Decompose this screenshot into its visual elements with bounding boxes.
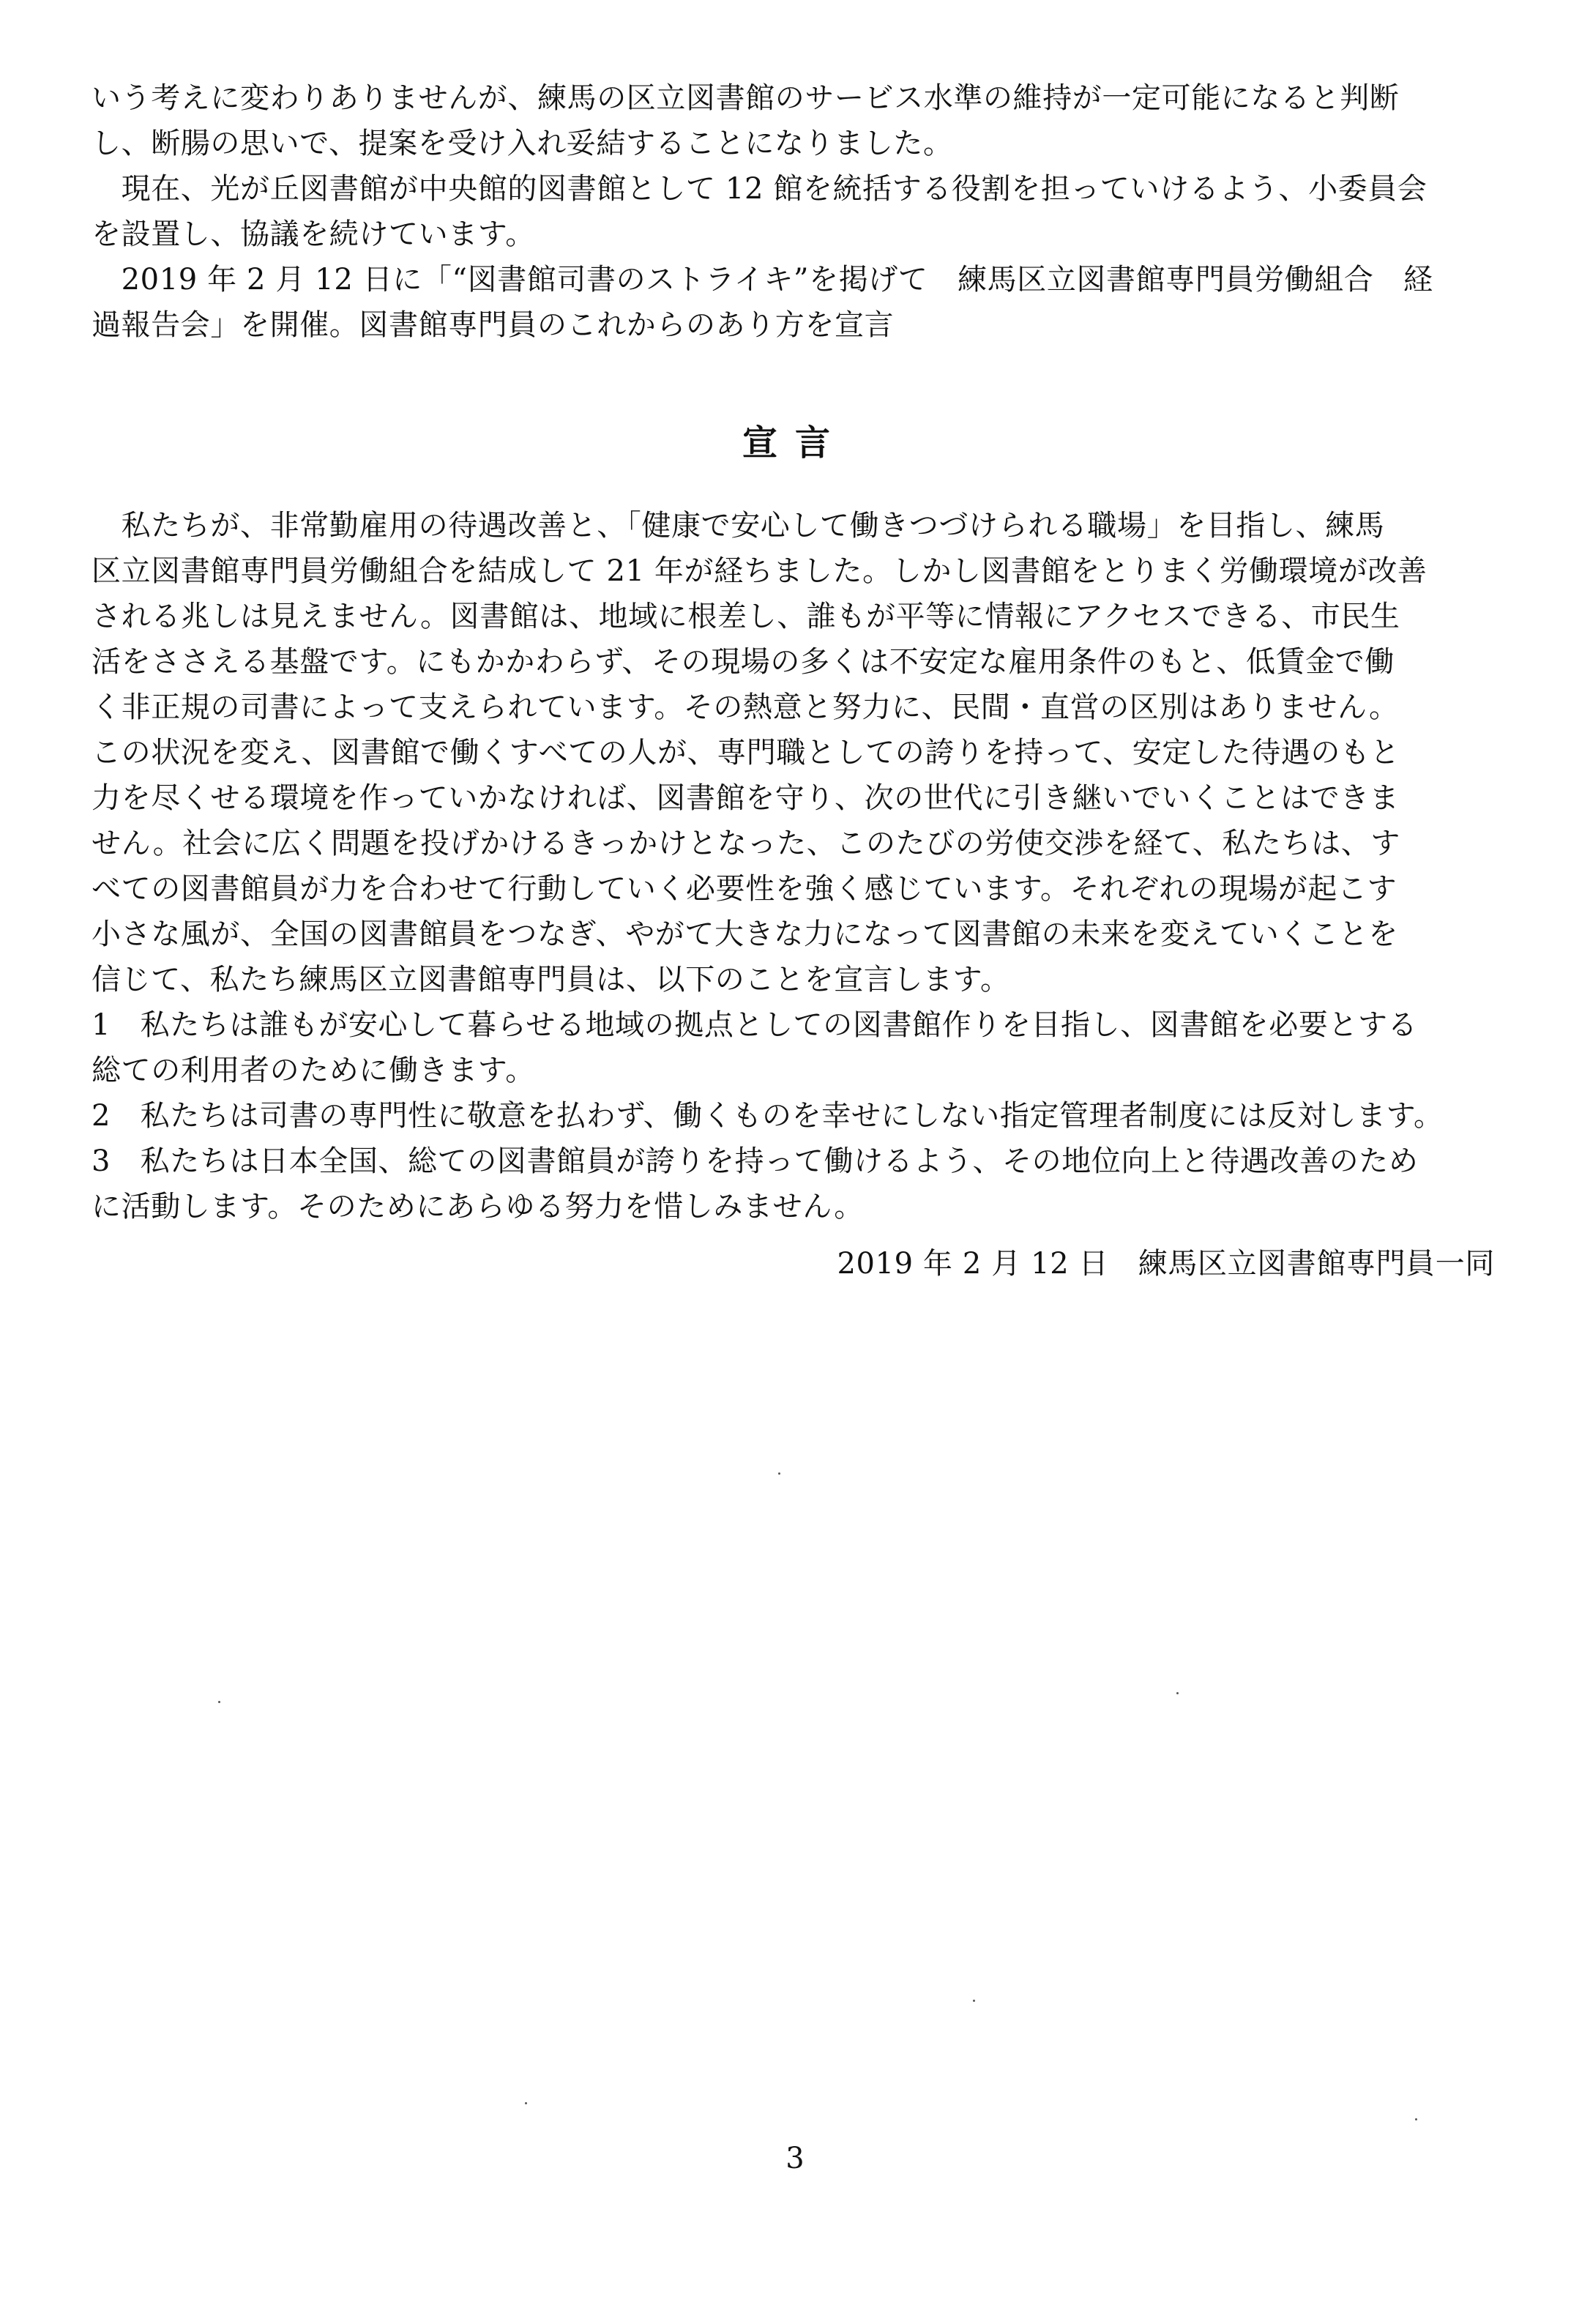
intro-line-5: 2019 年 2 月 12 日に「“図書館司書のストライキ”を掲げて 練馬区立図書館専門員労働組合 経 <box>92 263 1433 297</box>
declaration-line: 力を尽くせる環境を作っていかなければ、図書館を守り、次の世代に引き継いでいくことはできま <box>92 781 1400 815</box>
declaration-line: される兆しは見えません。図書館は、地域に根差し、誰もが平等に情報にアクセスできる、市民生 <box>92 600 1400 633</box>
scan-speck <box>525 2102 527 2104</box>
declaration-line: 活をささえる基盤です。にもかかわらず、その現場の多くは不安定な雇用条件のもと、低賃金で働 <box>92 645 1395 679</box>
declaration-line: べての図書館員が力を合わせて行動していく必要性を強く感じています。それぞれの現場が起こす <box>92 872 1397 906</box>
scan-speck <box>1176 1692 1179 1694</box>
declaration-line: 私たちが、非常勤雇用の待遇改善と、「健康で安心して働きつづけられる職場」を目指し、練馬 <box>92 509 1385 543</box>
declaration-line: く非正規の司書によって支えられています。その熱意と努力に、民間・直営の区別はありません。 <box>92 690 1399 724</box>
scan-speck <box>778 1472 780 1475</box>
scan-speck <box>218 1701 220 1703</box>
declaration-signature: 2019 年 2 月 12 日 練馬区立図書館専門員一同 <box>837 1247 1495 1281</box>
intro-line-4: を設置し、協議を続けています。 <box>92 217 535 251</box>
page-number: 3 <box>785 2142 805 2175</box>
declaration-line: 小さな風が、全国の図書館員をつなぎ、やがて大きな力になって図書館の未来を変えていくことを <box>92 917 1398 951</box>
declaration-item-1: 1 私たちは誰もが安心して暮らせる地域の拠点としての図書館作りを目指し、図書館を必要とする <box>92 1008 1418 1042</box>
intro-line-3: 現在、光が丘図書館が中央館的図書館として 12 館を統括する役割を担っていけるよう、小委員会 <box>92 172 1427 206</box>
declaration-line: せん。社会に広く問題を投げかけるきっかけとなった、このたびの労使交渉を経て、私たちは、す <box>92 827 1400 860</box>
scan-speck <box>1415 2118 1417 2120</box>
declaration-item-1-cont: 総ての利用者のために働きます。 <box>92 1054 535 1087</box>
intro-line-2: し、断腸の思いで、提案を受け入れ妥結することになりました。 <box>92 127 953 160</box>
declaration-line: 区立図書館専門員労働組合を結成して 21 年が経ちました。しかし図書館をとりまく労働環境が改善 <box>92 554 1427 588</box>
intro-line-6: 過報告会」を開催。図書館専門員のこれからのあり方を宣言 <box>92 308 895 342</box>
declaration-item-3-cont: に活動します。そのためにあらゆる努力を惜しみません。 <box>92 1190 864 1224</box>
declaration-line: この状況を変え、図書館で働くすべての人が、専門職としての誇りを持って、安定した待遇のもと <box>92 736 1400 770</box>
scan-speck <box>973 2000 975 2002</box>
declaration-heading: 宣言 <box>742 422 848 463</box>
declaration-item-2: 2 私たちは司書の専門性に敬意を払わず、働くものを幸せにしない指定管理者制度には反対します。 <box>92 1099 1444 1133</box>
declaration-item-3: 3 私たちは日本全国、総ての図書館員が誇りを持って働けるよう、その地位向上と待遇改善のため <box>92 1144 1419 1178</box>
intro-line-1: いう考えに変わりありませんが、練馬の区立図書館のサービス水準の維持が一定可能になると判断 <box>92 81 1400 115</box>
declaration-line: 信じて、私たち練馬区立図書館専門員は、以下のことを宣言します。 <box>92 963 1010 997</box>
